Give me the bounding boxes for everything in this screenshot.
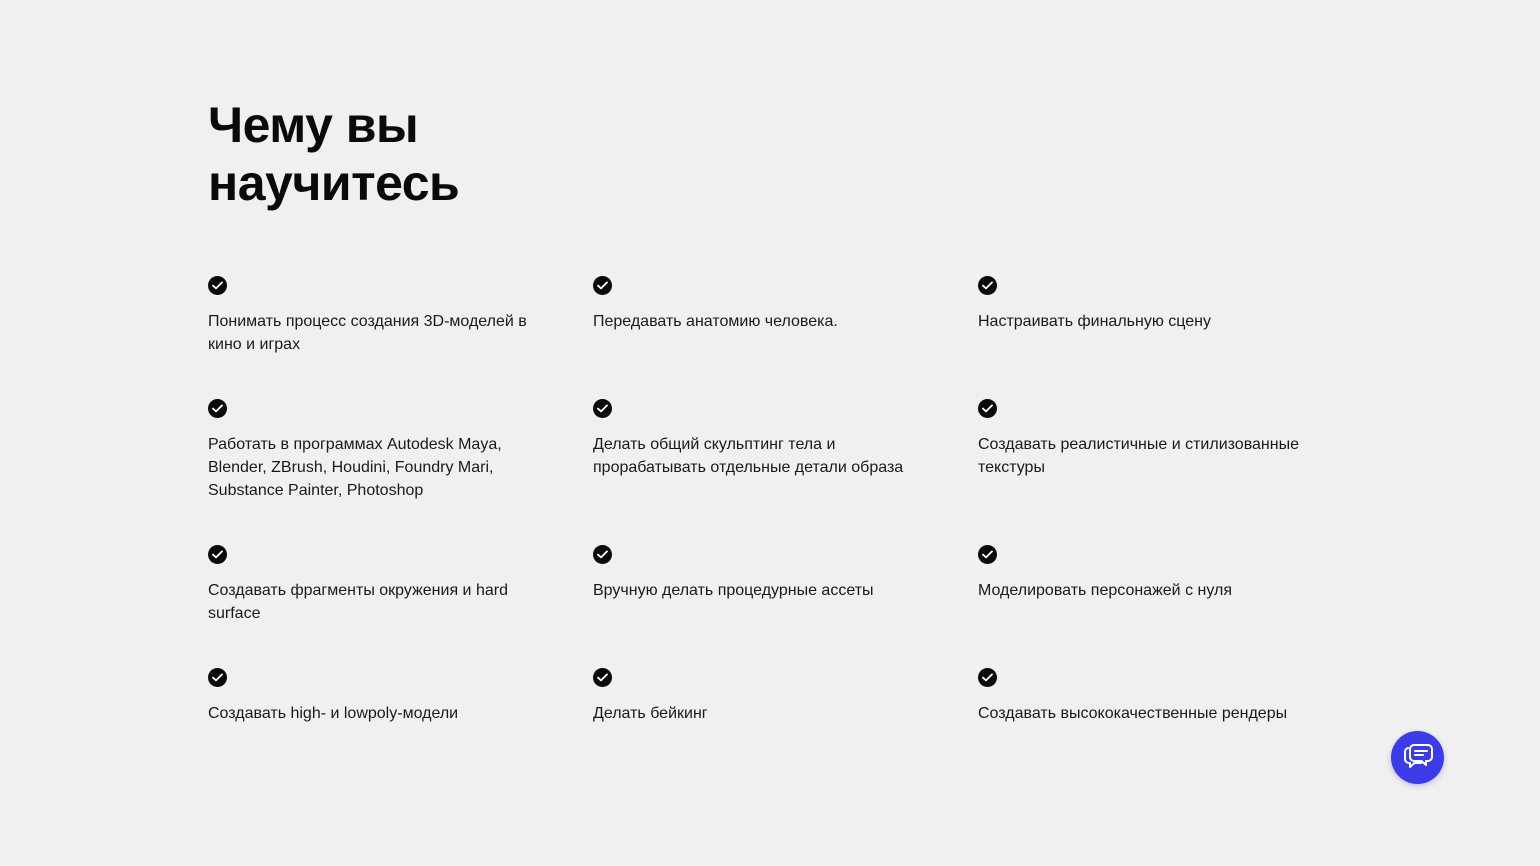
skills-row [208, 668, 1348, 748]
skill-text: Делать бейкинг [593, 705, 708, 722]
check-circle-icon [208, 399, 227, 418]
skill-item [978, 545, 1363, 668]
skills-row [208, 276, 1348, 399]
skill-text: Создавать реалистичные и стилизованные текстуры [978, 436, 1299, 476]
check-circle-icon [593, 545, 612, 564]
section-title: Чему вы научитесь [208, 97, 460, 211]
skill-item [208, 668, 593, 748]
check-circle-icon [593, 276, 612, 295]
skill-text: Передавать анатомию человека. [593, 313, 838, 330]
skill-text: Делать общий скульптинг тела и прорабатывать отдельные детали образа [593, 436, 904, 476]
skill-item [978, 276, 1363, 399]
skill-text: Моделировать персонажей с нуля [978, 582, 1232, 599]
skill-text: Создавать high- и lowpoly-модели [208, 705, 459, 722]
skill-text: Понимать процесс создания 3D-моделей в кино и играх [208, 313, 527, 353]
skill-item [978, 668, 1363, 748]
check-circle-icon [593, 668, 612, 687]
skill-item [978, 399, 1363, 545]
skill-text: Создавать высококачественные рендеры [978, 705, 1288, 722]
chat-button[interactable] [1391, 731, 1444, 784]
check-circle-icon [208, 545, 227, 564]
skill-item [208, 545, 593, 668]
check-circle-icon [978, 399, 997, 418]
skills-row [208, 399, 1348, 545]
check-circle-icon [978, 668, 997, 687]
check-circle-icon [978, 276, 997, 295]
check-circle-icon [208, 276, 227, 295]
skill-item [593, 545, 978, 668]
skill-item [208, 399, 593, 545]
skill-text: Вручную делать процедурные ассеты [593, 582, 874, 599]
chat-bubbles-icon [1403, 741, 1433, 774]
skills-grid [208, 276, 1348, 748]
check-circle-icon [208, 668, 227, 687]
skill-item [593, 276, 978, 399]
skill-item [208, 276, 593, 399]
skill-item [593, 399, 978, 545]
skill-item [593, 668, 978, 748]
skill-text: Создавать фрагменты окружения и hard surface [208, 582, 508, 622]
skill-text: Работать в программах Autodesk Maya, Blender, ZBrush, Houdini, Foundry Mari, Substance Painter, Photoshop [208, 436, 502, 499]
check-circle-icon [978, 545, 997, 564]
skill-text: Настраивать финальную сцену [978, 313, 1211, 330]
skills-row [208, 545, 1348, 668]
skills-section [208, 96, 1348, 722]
check-circle-icon [593, 399, 612, 418]
